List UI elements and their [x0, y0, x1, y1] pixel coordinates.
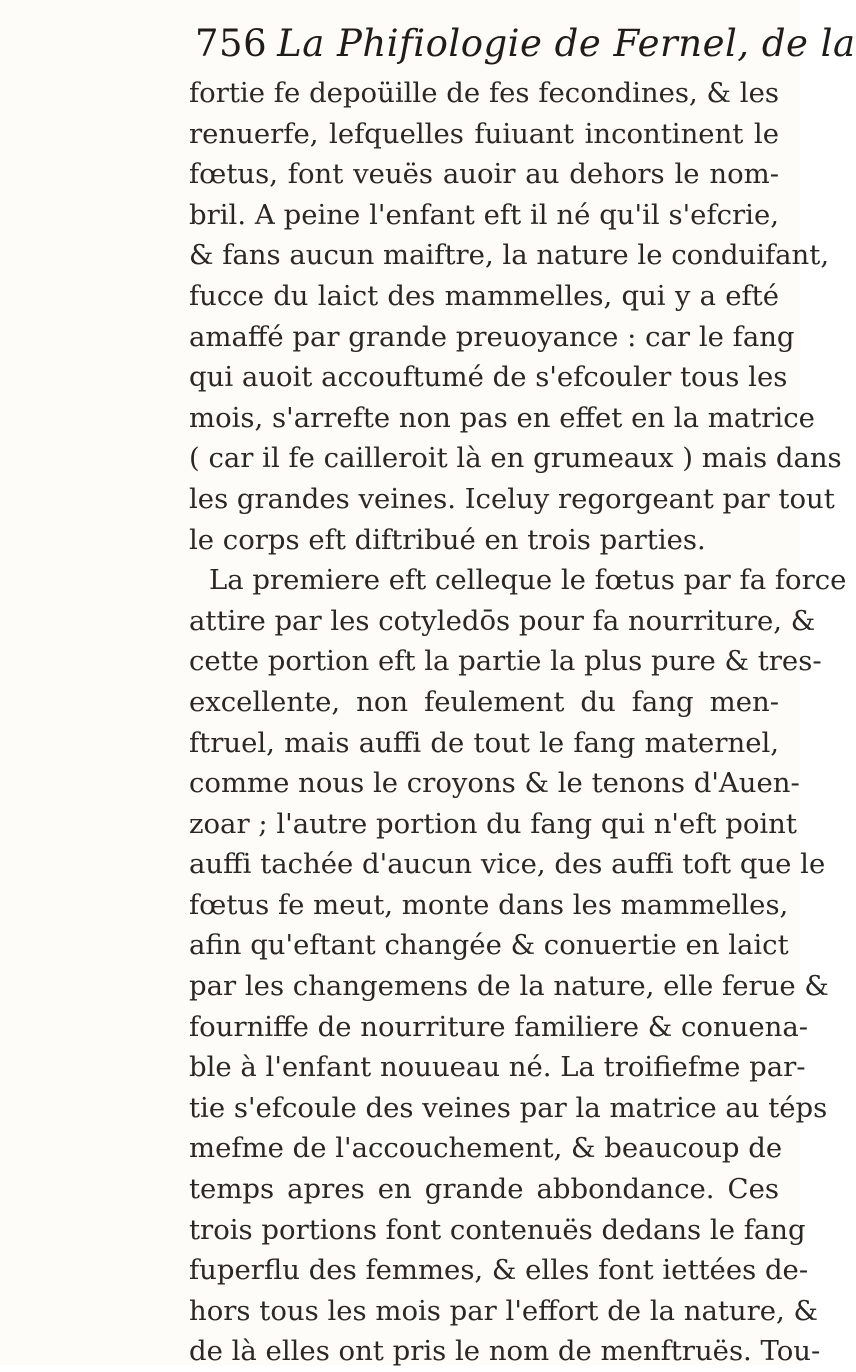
- text-line: excellente, non feulement du fang men-: [189, 685, 779, 718]
- running-header: [195, 22, 856, 65]
- text-line: attire par les cotyledōs pour fa nourriture, &: [189, 604, 816, 637]
- text-line: & fans aucun maiftre, la nature le conduifant,: [189, 239, 830, 272]
- running-title: La Phifiologie de Fernel, de la: [277, 22, 856, 65]
- text-line: temps apres en grande abbondance. Ces: [189, 1173, 779, 1206]
- text-line: mefme de l'accouchement, & beaucoup de: [189, 1132, 783, 1165]
- text-line: renuerfe, lefquelles fuiuant incontinent le: [189, 117, 779, 150]
- text-line: fucce du laict des mammelles, qui y a efté: [189, 279, 779, 312]
- text-line: tie s'efcoule des veines par la matrice au téps: [189, 1091, 828, 1124]
- text-line: les grandes veines. Iceluy regorgeant par tout: [189, 482, 835, 515]
- text-line: fortie fe depoüille de fes fecondines, & les: [189, 77, 779, 109]
- text-line: afin qu'eftant changée & conuertie en laict: [189, 929, 789, 962]
- text-block: [189, 73, 847, 1372]
- text-line: cette portion eft la partie la plus pure & tres-: [189, 645, 822, 678]
- text-line: le corps eft diftribué en trois parties.: [189, 523, 706, 556]
- text-line: La premiere eft celleque le fœtus par fa force: [209, 564, 847, 597]
- text-line: fuperflu des femmes, & elles font iettées de-: [189, 1254, 809, 1287]
- text-line: zoar ; l'autre portion du fang qui n'eft point: [189, 807, 797, 840]
- text-line: bril. A peine l'enfant eft il né qu'il s'efcrie,: [189, 198, 779, 231]
- text-line: hors tous les mois par l'effort de la nature, &: [189, 1294, 818, 1327]
- text-line: trois portions font contenuës dedans le fang: [189, 1213, 806, 1246]
- text-line: auffi tachée d'aucun vice, des auffi toft que le: [189, 848, 826, 881]
- text-line: ble à l'enfant nouueau né. La troifiefme par-: [189, 1051, 806, 1084]
- text-line: fourniffe de nourriture familiere & conuena-: [189, 1010, 809, 1043]
- text-line: fœtus fe meut, monte dans les mammelles,: [189, 888, 789, 921]
- text-line: par les changemens de la nature, elle ferue &: [189, 970, 829, 1003]
- text-line: de là elles ont pris le nom de menftruës. Tou-: [189, 1335, 821, 1368]
- text-line: fœtus, font veuës auoir au dehors le nom-: [189, 158, 779, 191]
- text-line: comme nous le croyons & le tenons d'Auen-: [189, 767, 800, 800]
- text-line: qui auoit accouftumé de s'efcouler tous les: [189, 361, 788, 394]
- text-line: ftruel, mais auffi de tout le fang maternel,: [189, 726, 779, 759]
- text-line: mois, s'arrefte non pas en effet en la matrice: [189, 401, 815, 434]
- text-line: ( car il fe cailleroit là en grumeaux ) mais dans: [189, 442, 842, 475]
- text-line: amaffé par grande preuoyance : car le fang: [189, 320, 795, 353]
- page-number: 756: [195, 22, 268, 65]
